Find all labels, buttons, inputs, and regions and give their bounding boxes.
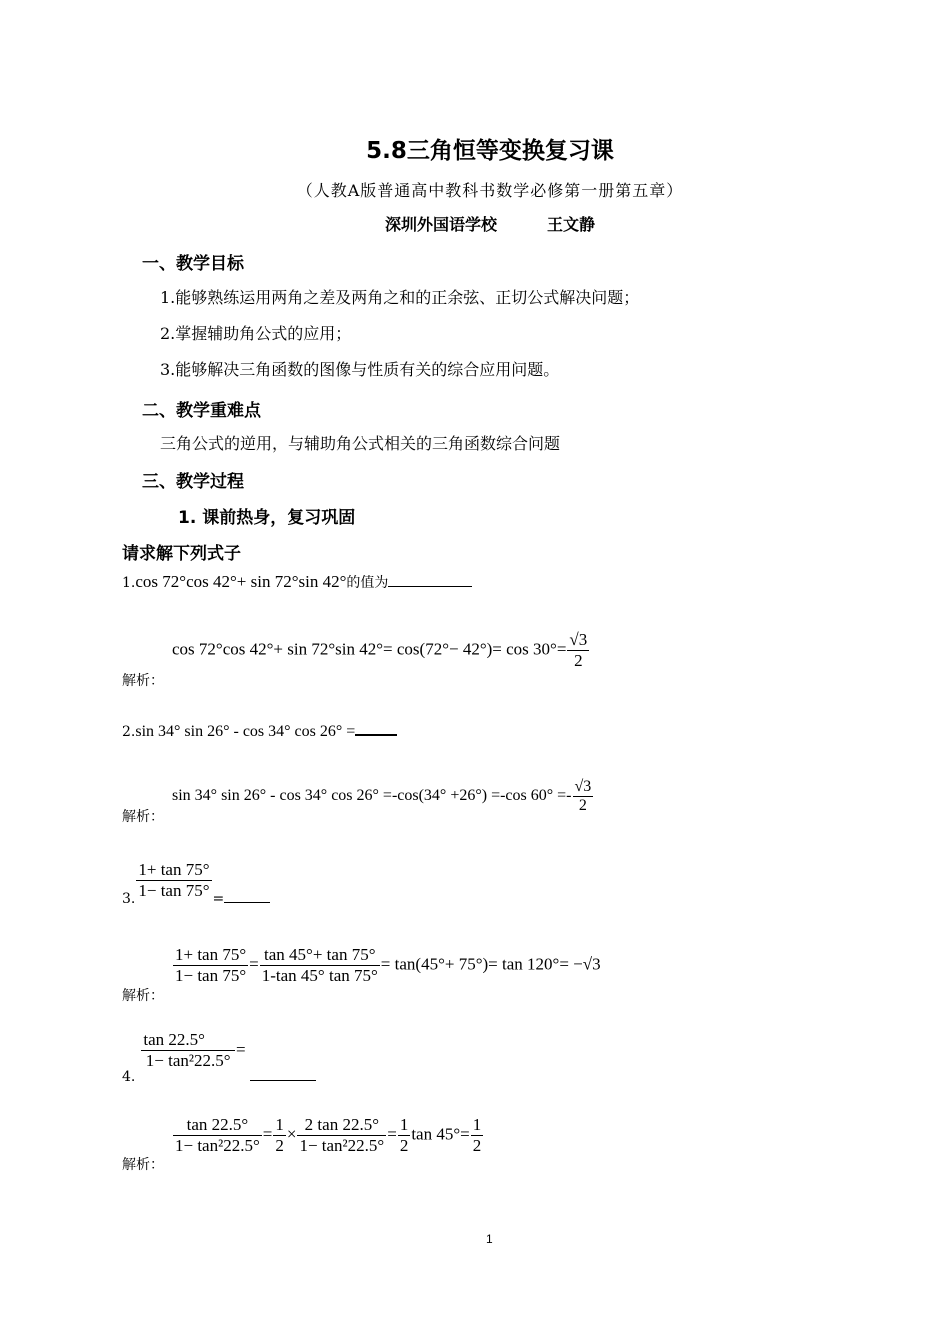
analysis-label-2: 解析：	[122, 809, 164, 825]
problem-2-expression: sin 34° sin 26° - cos 34° cos 26° =	[135, 723, 356, 740]
fraction-denominator: 1-tan 45° tan 75°	[261, 966, 378, 985]
fraction-denominator: 2	[574, 651, 583, 670]
goal-item-2: 2.掌握辅助角公式的应用；	[160, 324, 352, 343]
solution-1-lhs: cos 72°cos 42°+ sin 72°sin 42°= cos(72°− 42°)= cos 30°=	[172, 639, 567, 659]
problem-4-fraction	[141, 1030, 235, 1071]
problem-3-fraction	[136, 860, 211, 901]
fraction-numerator: tan 22.5°	[173, 1115, 262, 1136]
solution-1	[172, 630, 590, 671]
fraction-denominator: 1− tan 75°	[138, 881, 210, 900]
fraction-sqrt3-over-2	[573, 778, 594, 815]
fraction-numerator: 1	[399, 1115, 409, 1134]
solution-4-half-2	[398, 1115, 411, 1156]
solution-4-fraction-2	[297, 1115, 386, 1156]
solution-2-lhs: sin 34° sin 26° - cos 34° cos 26° =-cos(34° +26°) =-cos 60° =-	[172, 787, 572, 805]
solution-4-half-1	[273, 1115, 286, 1156]
fraction-numerator: √3	[569, 630, 588, 649]
solution-3-fraction-1	[173, 945, 248, 986]
page-subtitle: （人教A版普通高中教科书数学必修第一册第五章）	[296, 181, 684, 200]
author-school: 深圳外国语学校	[384, 215, 497, 234]
solution-4-mid: tan 45°=	[411, 1124, 470, 1144]
solution-4-fraction-1	[173, 1115, 262, 1156]
fraction-numerator: tan 22.5°	[141, 1030, 235, 1051]
problem-1-expression: cos 72°cos 42°+ sin 72°sin 42°	[135, 572, 347, 591]
times-sign: ×	[286, 1124, 297, 1144]
author-line	[0, 212, 950, 235]
answer-blank-4	[250, 1066, 316, 1081]
fraction-sqrt3-over-2	[567, 630, 589, 671]
problem-4	[122, 1030, 316, 1085]
analysis-label-1: 解析：	[122, 673, 164, 689]
solution-4-half-3	[471, 1115, 484, 1156]
fraction-numerator: √3	[574, 778, 592, 795]
problem-4-number: 4.	[122, 1069, 136, 1085]
fraction-denominator: 2	[578, 797, 587, 814]
answer-blank-1	[388, 572, 472, 587]
problem-4-suffix: =	[235, 1040, 246, 1059]
author-name: 王文静	[547, 215, 596, 234]
fraction-denominator: 1− tan²22.5°	[175, 1136, 260, 1155]
exercise-heading: 请求解下列式子	[122, 544, 241, 564]
problem-3-number: 3.	[122, 891, 136, 907]
fraction-denominator: 2	[275, 1136, 284, 1155]
problem-2	[122, 720, 397, 741]
section-heading-process: 三、教学过程	[142, 472, 244, 492]
solution-4: $\frac{\tan 22.5^\circ}{\text{1− tan²22.5°}}$ = $\frac{1}{2}$ × $\frac{2 \tan 22.5^\circ}{\text{1− tan²22.5°}}$ = $\frac{1}{2}$ tan 45°= $\frac{1}{2}$	[175, 1115, 482, 1155]
problem-3-suffix: =	[212, 891, 225, 907]
fraction-numerator: 2 tan 22.5°	[297, 1115, 386, 1136]
goal-item-3: 3.能够解决三角函数的图像与性质有关的综合应用问题。	[160, 360, 560, 379]
solution-3: $\frac{1+ \tan 75^\circ}{1- \tan 75^\circ}$ = $\frac{\tan 45^\circ+ \tan 75^\circ}{1-\tan 45^\circ \tan 75^\circ}$ = tan(45°+ 75°)= tan 120°= −√3	[175, 945, 601, 985]
analysis-label-4: 解析：	[122, 1157, 164, 1173]
analysis-label-3: 解析：	[122, 988, 164, 1004]
page-number: 1	[486, 1232, 493, 1246]
fraction-denominator: 1− tan²22.5°	[299, 1136, 385, 1155]
problem-1-suffix: 的值为	[346, 575, 389, 591]
subsection-warmup: 1. 课前热身，复习巩固	[178, 508, 356, 528]
problem-1	[122, 572, 472, 592]
solution-3-tail: = tan(45°+ 75°)= tan 120°= −√3	[380, 954, 601, 974]
page-title: 5.8三角恒等变换复习课	[366, 138, 614, 164]
fraction-numerator: 1+ tan 75°	[138, 860, 210, 879]
fraction-denominator: 2	[472, 1136, 482, 1155]
fraction-numerator: 1	[472, 1115, 482, 1134]
problem-3	[122, 860, 270, 907]
keypoints-text: 三角公式的逆用，与辅助角公式相关的三角函数综合问题	[160, 434, 561, 453]
section-heading-keypoints: 二、教学重难点	[142, 401, 261, 421]
answer-blank-2	[355, 720, 397, 736]
fraction-numerator: 1+ tan 75°	[175, 945, 247, 964]
fraction-numerator: 1	[275, 1115, 284, 1134]
problem-2-number: 2.	[122, 724, 136, 740]
goal-item-1: 1.能够熟练运用两角之差及两角之和的正余弦、正切公式解决问题；	[160, 288, 640, 307]
section-heading-goals: 一、教学目标	[142, 254, 244, 274]
problem-1-number: 1.	[122, 575, 136, 591]
solution-3-fraction-2	[260, 945, 380, 986]
fraction-denominator: 2	[399, 1136, 409, 1155]
answer-blank-3	[224, 888, 270, 903]
solution-2	[172, 778, 594, 815]
fraction-numerator: tan 45°+ tan 75°	[260, 945, 380, 966]
fraction-denominator: 1− tan²22.5°	[145, 1051, 231, 1070]
fraction-denominator: 1− tan 75°	[175, 966, 247, 985]
